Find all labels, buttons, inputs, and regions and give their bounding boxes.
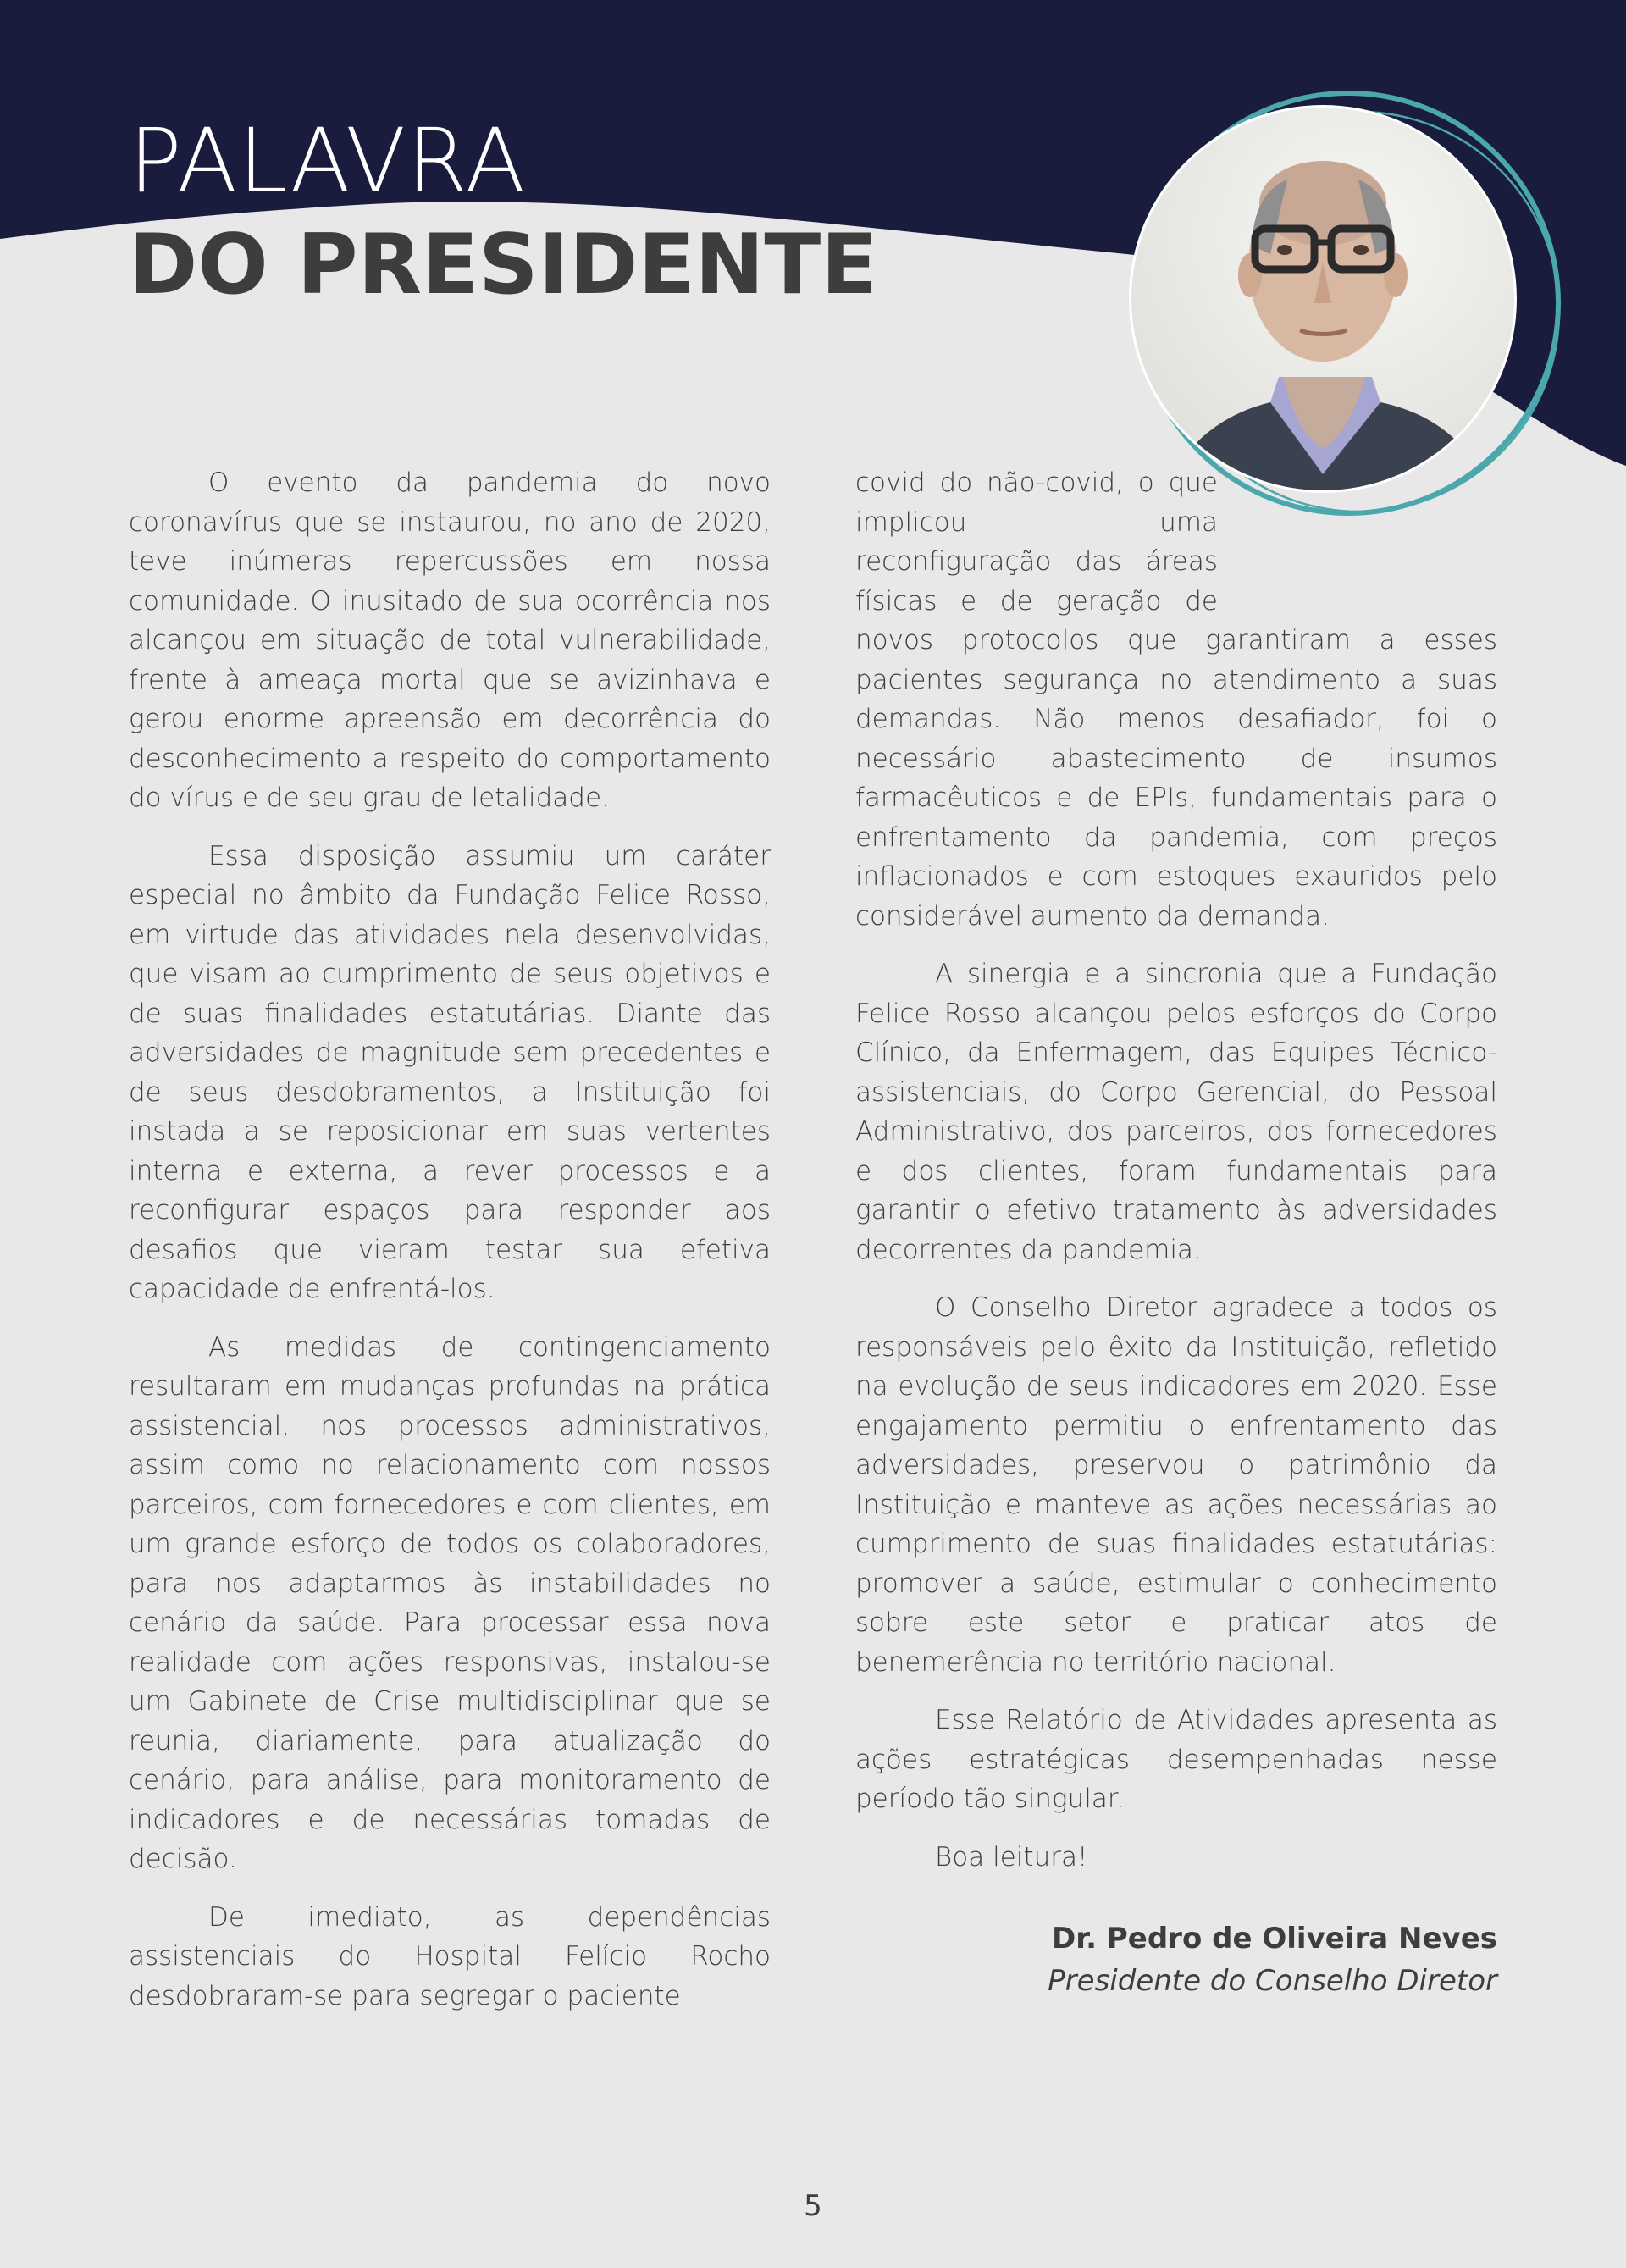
- body-column-right: [855, 463, 1497, 2002]
- signature-name: Dr. Pedro de Oliveira Neves: [1051, 1922, 1497, 1955]
- page-number: 5: [804, 2189, 822, 2223]
- paragraph: Essa disposição assumiu um caráter especial no âmbito da Fundação Felice Rosso, em virtude das atividades nela desenvolvidas, que visam ao cumprimento de seus objetivos e de suas finalidades estatutárias. Diante das adversidades de magnitude sem precedentes e de seus desdobramentos, a Instituição foi instada a se reposicionar em suas vertentes interna e externa, a rever processos e a reconfigurar espaços para responder aos desafios que vieram testar sua efetiva capacidade de enfrentá-los.: [129, 840, 771, 1304]
- signature-role: Presidente do Conselho Diretor: [1048, 1964, 1497, 1998]
- paragraph: O Conselho Diretor agradece a todos os responsáveis pelo êxito da Instituição, refletido na evolução de seus indicadores em 2020. Esse engajamento permitiu o enfrentamento das adversidades, preservou o patrimônio da Instituição e manteve as ações necessárias ao cumprimento de suas finalidades estatutárias: promover a saúde, estimular o conhecimento sobre este setor e praticar atos de benemerência no território nacional.: [855, 1292, 1497, 1678]
- paragraph: Boa leitura!: [935, 1841, 1088, 1872]
- photo-text-wrap-spacer: [1218, 463, 1497, 620]
- paragraph: De imediato, as dependências assistenciais do Hospital Felício Rocho desdobraram-se para segregar o paciente: [129, 1901, 771, 2011]
- page-title-line-2: DO PRESIDENTE: [129, 217, 878, 313]
- paragraph: As medidas de contingenciamento resultaram em mudanças profundas na prática assistencial, nos processos administrativos, assim como no relacionamento com nossos parceiros, com fornecedores e com clientes, em um grande esforço de todos os colaboradores, para nos adaptarmos às instabilidades no cenário da saúde. Para processar essa nova realidade com ações responsivas, instalou-se um Gabinete de Crise multidisciplinar que se reunia, diariamente, para atualização do cenário, para análise, para monitoramento de indicadores e de necessárias tomadas de decisão.: [129, 1331, 771, 1874]
- paragraph: A sinergia e a sincronia que a Fundação Felice Rosso alcançou pelos esforços do Corpo Clínico, da Enfermagem, das Equipes Técnico-assistenciais, do Corpo Gerencial, do Pessoal Administrativo, dos parceiros, dos fornecedores e dos clientes, foram fundamentais para garantir o efetivo tratamento às adversidades decorrentes da pandemia.: [855, 959, 1497, 1265]
- paragraph: Esse Relatório de Atividades apresenta as ações estratégicas desempenhadas nesse período tão singular.: [855, 1705, 1497, 1814]
- paragraph: O evento da pandemia do novo coronavírus que se instaurou, no ano de 2020, teve inúmeras repercussões em nossa comunidade. O inusitado de sua ocorrência nos alcançou em situação de total vulnerabilidade, frente à ameaça mortal que se avizinhava e gerou enorme apreensão em decorrência do desconhecimento a respeito do comportamento do vírus e de seu grau de letalidade.: [129, 467, 771, 813]
- paragraph: covid do não-covid, o que implicou uma reconfiguração das áreas físicas e de geração de novos protocolos que garantiram a esses pacientes segurança no atendimento a suas demandas. Não menos desafiador, foi o necessário abastecimento de insumos farmacêuticos e de EPIs, fundamentais para o enfrentamento da pandemia, com preços inflacionados e com estoques exauridos pelo considerável aumento da demanda.: [855, 467, 1497, 932]
- body-column-left: [129, 463, 771, 2034]
- page-title-line-1: PALAVRA: [129, 109, 527, 213]
